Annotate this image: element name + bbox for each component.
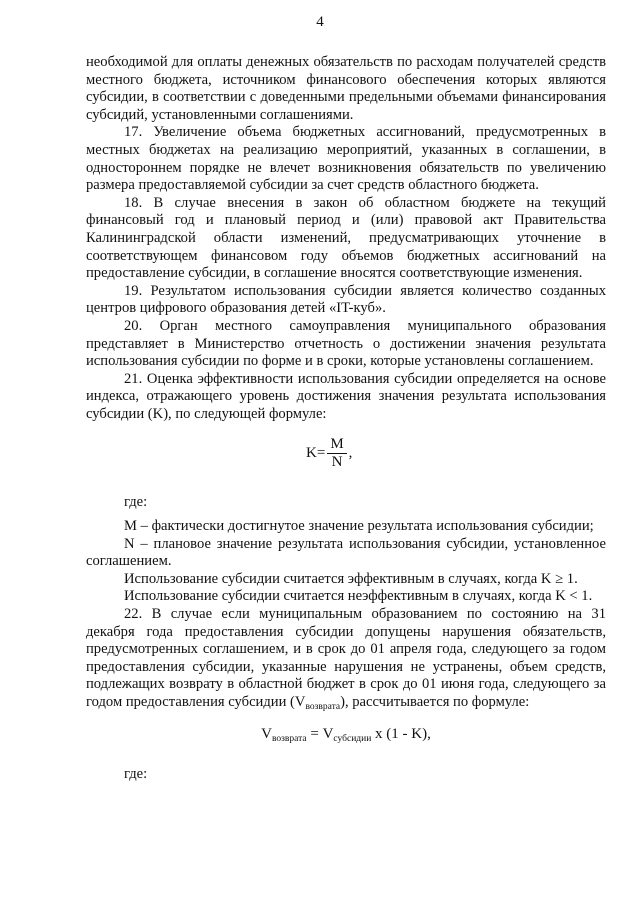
formula2-v-subsidy-sub: субсидии <box>333 733 372 744</box>
page-number: 4 <box>316 14 324 30</box>
formula-refund-volume <box>86 726 606 748</box>
effective-condition: Использование субсидии считается эффективным в случаях, когда K ≥ 1. <box>124 570 578 587</box>
paragraph-22-subscript: возврата <box>305 702 341 712</box>
where-label-2: где: <box>124 765 148 782</box>
formula-denominator: N <box>331 454 343 471</box>
definition-n: N – плановое значение результата использования субсидии, установленное соглашением. <box>86 535 606 570</box>
paragraph-21: 21. Оценка эффективности использования субсидии определяется на основе индекса, отражающего уровень достижения значения результата использования субсидии (K), по следующей формуле: <box>86 370 606 422</box>
formula-efficiency-index <box>86 426 606 484</box>
paragraph-continuation: необходимой для оплаты денежных обязательств по расходам получателей средств местного бюджета, источником финансового обеспечения которых являются субсидии, в соответствии с доведенными предельными объемами финансирования субсидий, установленными соглашениями. <box>86 54 606 123</box>
document-body <box>86 54 606 783</box>
formula2-v-refund: V <box>261 725 272 742</box>
paragraph-22-text: 22. В случае если муниципальным образованием по состоянию на 31 декабря года предоставления субсидии допущены нарушения обязательств, предусмотренных соглашением, и в срок до 01 апреля года, следующего за годом предоставления субсидии, указанные нарушения не устранены, объем средств, подлежащих возврату в областной бюджет в срок до 01 июня года, следующего за годом предоставления субсидии (V <box>86 606 606 710</box>
formula2-rest: x (1 - K), <box>371 725 431 742</box>
formula-fraction <box>327 436 346 471</box>
formula-k-symbol: K <box>306 445 317 462</box>
paragraph-17: 17. Увеличение объема бюджетных ассигнований, предусмотренных в местных бюджетах на реализацию мероприятий, указанных в соглашении, в одностороннем порядке не влечет возникновения обязательств по увеличению размера предоставляемой субсидии за счет средств областного бюджета. <box>86 124 606 194</box>
where-label-1: где: <box>124 494 148 511</box>
definition-m: M – фактически достигнутое значение результата использования субсидии; <box>124 518 594 535</box>
ineffective-condition: Использование субсидии считается неэффективным в случаях, когда K < 1. <box>124 588 593 605</box>
paragraph-22-tail: ), рассчитывается по формуле: <box>340 694 530 710</box>
formula2-v-subsidy: V <box>322 725 334 742</box>
formula-numerator: M <box>327 436 346 454</box>
formula2-equals: = <box>306 725 323 742</box>
paragraph-22 <box>86 606 606 712</box>
formula-equals: = <box>316 445 326 462</box>
paragraph-20: 20. Орган местного самоуправления муниципального образования представляет в Министерство отчетность о достижении значения результата использования субсидии по форме и в сроки, которые установлены соглашением. <box>86 317 606 370</box>
paragraph-19: 19. Результатом использования субсидии является количество созданных центров цифрового образования детей «IT-куб». <box>86 282 606 317</box>
formula-comma: , <box>348 445 353 462</box>
paragraph-18: 18. В случае внесения в закон об областном бюджете на текущий финансовый год и плановый период и (или) правовой акт Правительства Калининградской области изменений, предусматривающих уточнение в соответствующем финансовом году объемов бюджетных ассигнований на предоставление субсидии, в соглашение вносятся соответствующие изменения. <box>86 194 606 282</box>
formula2-v-refund-sub: возврата <box>271 733 307 744</box>
